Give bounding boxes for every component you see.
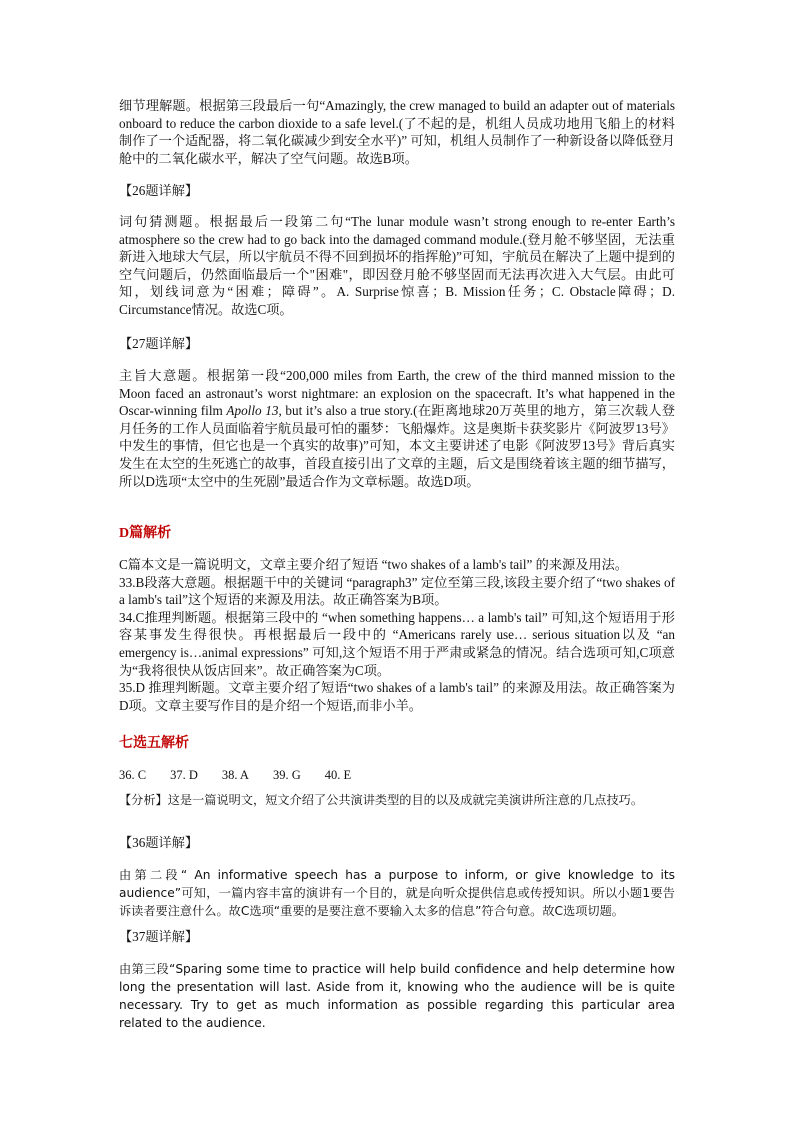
q27-explanation	[119, 367, 675, 490]
q26-section	[119, 182, 675, 200]
question-heading: 【26题详解】	[119, 183, 199, 198]
q25-explanation	[119, 97, 675, 167]
q27-section	[119, 335, 675, 353]
paragraph: 34.C推理判断题。根据第三段中的 “when something happens… a lamb's tail” 可知,这个短语用于形容某事发生得很快。再根据最后一段中的 “Americans rarely use… serious situation以及 “an emergency is…animal expressions” 可知,这个短语不用于严肃或紧急的情况。结合选项可知,C项意为“我将很快从饭店回来”。故正确答案为C项。	[119, 609, 675, 678]
section-title: D篇解析	[119, 526, 172, 541]
text-run: 主旨大意题。根据第一段“200,000 miles from Earth, the crew of the third manned mission to the Moon faced an astronaut’s worst nightmare: an explosion on the spacecraft. It’s what happened in the Oscar-winning film	[119, 368, 675, 419]
paragraph: 33.B段落大意题。根据题干中的关键词 “paragraph3” 定位至第三段,该段主要介绍了“two shakes of a lamb's tail”这个短语的来源及用法。故正确答案为B项。	[119, 574, 675, 608]
text-run: , but it’s also a true story.(在距离地球20万英里的地方，第三次载人登月任务的工作人员面临着宇航员最可怕的噩梦：飞船爆炸。这是奥斯卡获奖影片《阿波罗13号》中发生的事情，但它也是一个真实的故事)”可知，本文主要讲述了电影《阿波罗13号》背后真实发生在太空的生死逃亡的故事，首段直接引出了文章的主题，后文是围绕着该主题的细节描写，所以D选项“太空中的生死剧”最适合作为文章标题。故选D项。	[119, 403, 675, 489]
q36-section	[119, 834, 675, 852]
question-heading: 【37题详解】	[119, 929, 199, 944]
section-d	[119, 525, 675, 543]
paragraph: 词句猜测题。根据最后一段第二句“The lunar module wasn’t strong enough to re-enter Earth’s atmosphere so the crew had to go back into the damaged command module.(登月舱不够坚固，无法重新进入地球大气层，所以宇航员不得不回到损坏的指挥舱)”可知，宇航员在解决了上题中提到的空气问题后，仍然面临最后一个"困难"，即因登月舱不够坚固而无法再次进入大气层。由此可知，划线词意为“困难；障碍”。A. Surprise惊喜；B. Mission任务；C. Obstacle障碍；D. Circumstance情况。故选C项。	[119, 214, 675, 317]
paragraph: 细节理解题。根据第三段最后一句“Amazingly, the crew managed to build an adapter out of materials onboard to reduce the carbon dioxide to a safe level.(了不起的是，机组人员成功地用飞船上的材料制作了一个适配器，将二氧化碳减少到安全水平)” 可知，机组人员制作了一种新设备以降低登月舱中的二氧化碳水平，解决了空气问题。故选B项。	[119, 98, 675, 166]
paragraph	[119, 367, 675, 490]
paragraph: C篇本文是一篇说明文，文章主要介绍了短语 “two shakes of a lamb's tail” 的来源及用法。	[119, 557, 628, 572]
answer: 39. G	[272, 768, 301, 782]
answer-row	[119, 766, 675, 784]
question-heading: 【27题详解】	[119, 336, 199, 351]
q37-section	[119, 928, 675, 946]
section-title: 七选五解析	[119, 736, 189, 751]
q37-explanation	[119, 960, 675, 1032]
film-title: Apollo 13	[226, 403, 279, 419]
question-heading: 【36题详解】	[119, 835, 199, 850]
section-d-body	[119, 556, 675, 714]
answer: 37. D	[170, 768, 198, 782]
answer: 36. C	[119, 768, 147, 782]
answer: 38. A	[221, 768, 249, 782]
analysis	[119, 791, 675, 809]
q26-explanation	[119, 213, 675, 319]
section-qixuanwu	[119, 735, 675, 753]
paragraph: 【分析】这是一篇说明文，短文介绍了公共演讲类型的目的以及成就完美演讲所注意的几点技巧。	[119, 793, 644, 807]
q36-explanation	[119, 866, 675, 920]
paragraph: 由第三段“Sparing some time to practice will help build confidence and help determine how long the presentation will last. Aside from it, knowing who the audience will be is quite necessary. Try to get as much information as possible regarding this particular area related to the audience.	[119, 962, 675, 1030]
answer: 40. E	[324, 768, 352, 782]
paragraph: 由第二段“ An informative speech has a purpose to inform, or give knowledge to its audience”可知，一篇内容丰富的演讲有一个目的，就是向听众提供信息或传授知识。所以小题1要告诉读者要注意什么。故C选项“重要的是要注意不要输入太多的信息”符合句意。故C选项切题。	[119, 868, 675, 918]
paragraph: 35.D 推理判断题。文章主要介绍了短语“two shakes of a lamb's tail” 的来源及用法。故正确答案为D项。文章主要写作目的是介绍一个短语,而非小羊。	[119, 680, 675, 713]
